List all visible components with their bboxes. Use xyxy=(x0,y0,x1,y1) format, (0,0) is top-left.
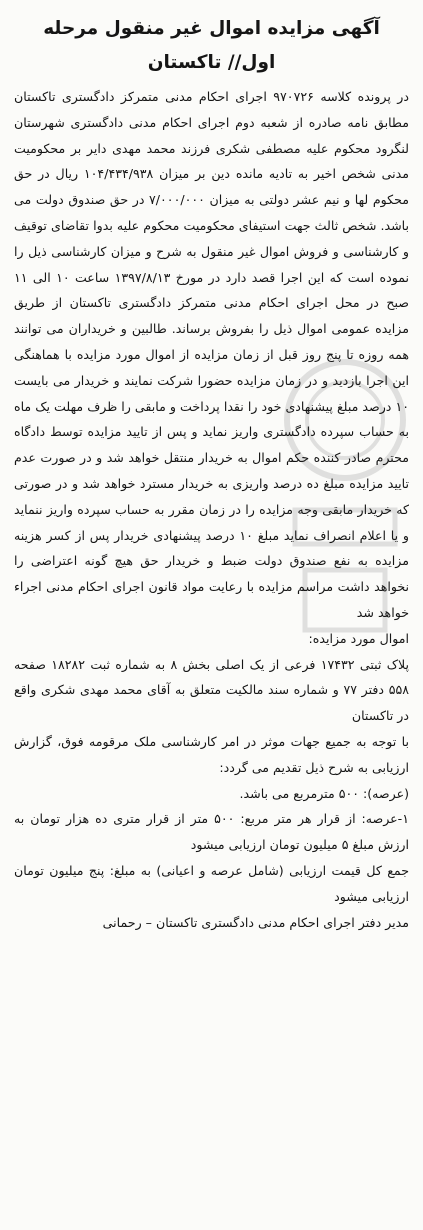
notice-title-line2: اول// تاکستان xyxy=(147,52,276,73)
land-area: (عرصه): ۵۰۰ مترمربع می باشد. xyxy=(239,785,409,801)
assets-heading: اموال مورد مزایده: xyxy=(308,630,409,646)
appraisal-intro: با توجه به جمیع جهات موثر در امر کارشناسی ملک مرقومه فوق، گزارش ارزیابی به شرح ذیل تقدیم می گردد: xyxy=(14,733,409,775)
signature-line: مدیر دفتر اجرای احکام مدنی دادگستری تاکستان – رحمانی xyxy=(102,914,409,930)
total-valuation: جمع کل قیمت ارزیابی (شامل عرصه و اعیانی) به مبلغ: پنج میلیون تومان ارزیابی میشود xyxy=(14,862,409,904)
notice-title-line1: آگهی مزایده اموال غیر منقول مرحله xyxy=(43,18,380,39)
notice-title xyxy=(14,12,409,80)
land-valuation: ۱-عرصه: از قرار هر متر مربع: ۵۰۰ متر از قرار متری ده هزار تومان به ارزش مبلغ ۵ میلیون تومان ارزیابی میشود xyxy=(14,811,409,853)
notice-body: در پرونده کلاسه ۹۷۰۷۲۶ اجرای احکام مدنی متمرکز دادگستری تاکستان مطابق نامه صادره از شعبه دوم اجرای احکام مدنی دادگستری شهرستان لنگرود محکوم علیه مصطفی شکری فرزند محمد مهدی دایر بر محکومیت مدنی شخص اخیر به تادیه مانده دین بر میزان ۱۰۴/۴۳۴/۹۳۸ ریال در حق محکوم لها و نیم عشر دولتی به میزان ۷/۰۰۰/۰۰۰ در حق صندوق دولت می باشد. شخص ثالث جهت استیفای محکومیت محکوم علیه بدوا تقاضای توقیف و کارشناسی و فروش اموال غیر منقول به شرح و میزان کارشناسی ذیل را نموده است که این اجرا قصد دارد در مورخ ۱۳۹۷/۸/۱۳ ساعت ۱۰ الی ۱۱ صبح در محل اجرای احکام مدنی متمرکز دادگستری تاکستان از طریق مزایده عمومی اموال ذیل را بفروش برساند. طالبین و خریداران می توانند همه روزه تا پنج روز قبل از زمان مزایده از اموال مورد مزایده با هماهنگی این اجرا بازدید و در زمان مزایده حضورا شرکت نمایند و خریدار می بایست ۱۰ درصد مبلغ پیشنهادی خود را نقدا پرداخت و مابقی را ظرف مهلت یک ماه به حساب سپرده دادگستری واریز نماید و پس از تایید مزایده توسط دادگاه محترم صادر کننده حکم اموال به خریدار منتقل خواهد شد و در صورت عدم تایید مزایده مبلغ ده درصد واریزی به خریدار مسترد خواهد شد و در صورتی که خریدار مابقی وجه مزایده را در زمان مقرر به حساب سپرده واریز ننماید و یا اعلام انصراف نماید مبلغ ۱۰ درصد پیشنهادی خریدار پس از کسر هزینه مزایده به نفع صندوق دولت ضبط و خریدار حق هیچ گونه اعتراضی را نخواهد داشت مراسم مزایده با رعایت مواد قانون اجرای احکام مدنی اجراء خواهد شد xyxy=(14,89,410,620)
plate-paragraph: پلاک ثبتی ۱۷۴۳۲ فرعی از یک اصلی بخش ۸ به شماره ثبت ۱۸۲۸۲ صفحه ۵۵۸ دفتر ۷۷ و شماره سند مالکیت متعلق به آقای محمد مهدی شکری واقع در تاکستان xyxy=(14,656,410,724)
